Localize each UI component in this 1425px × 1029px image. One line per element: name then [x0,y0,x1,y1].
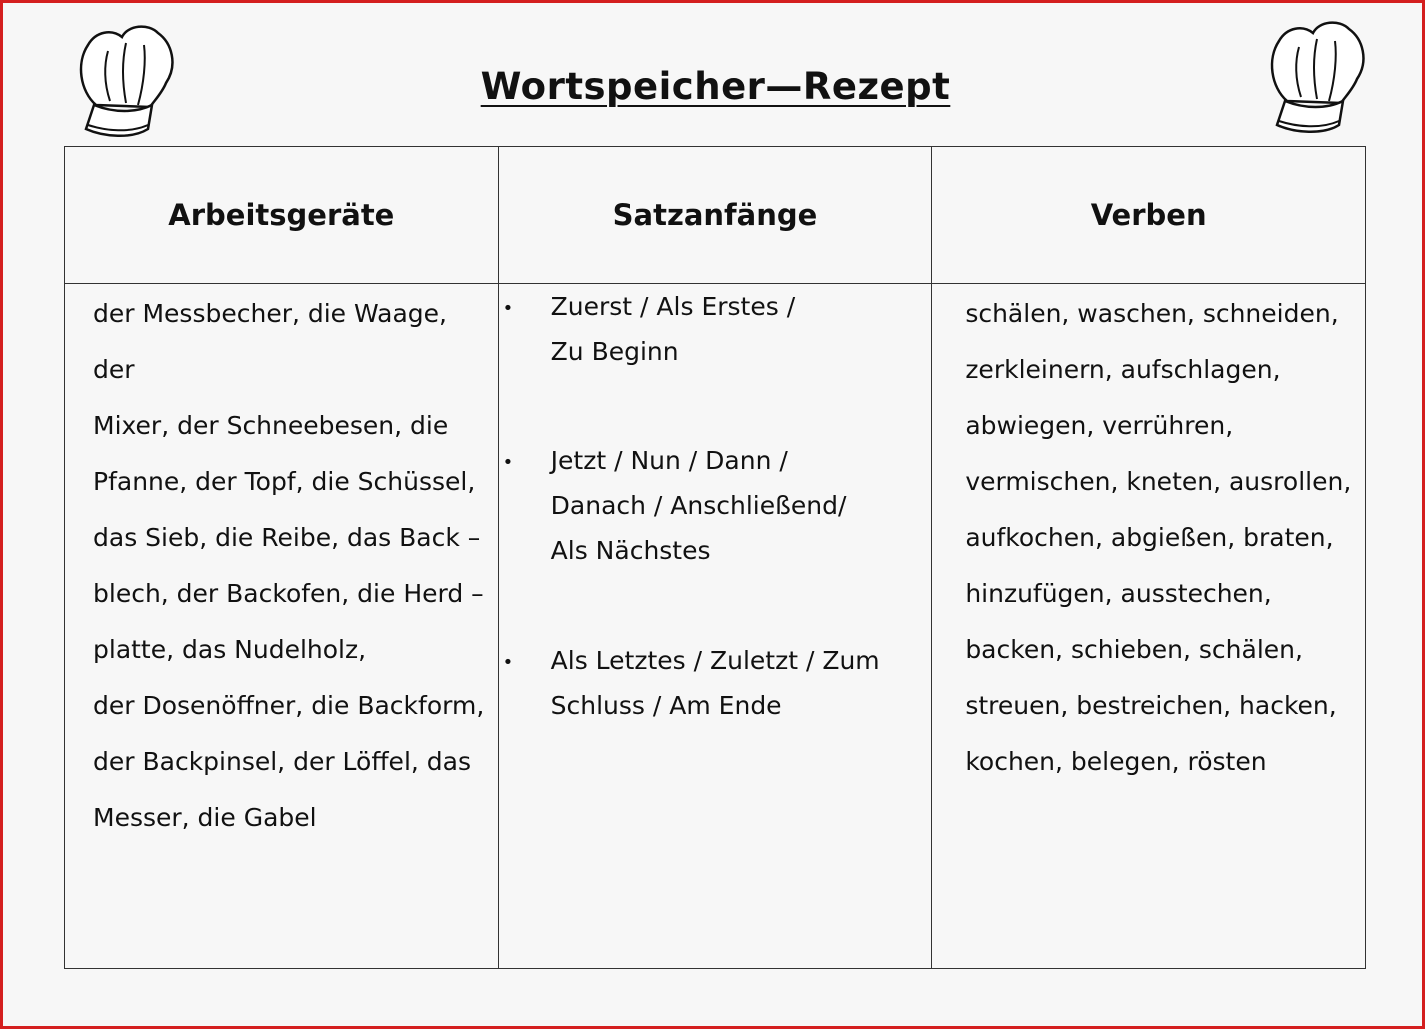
verbs-line: streuen, bestreichen, hacken, [965,691,1337,720]
tools-line: platte, das Nudelholz, [93,635,367,664]
column-header-verbs: Verben [932,147,1366,284]
verbs-line: schälen, waschen, schneiden, [965,299,1339,328]
list-item [499,284,932,374]
starter-line: Schluss / Am Ende [550,691,782,720]
content-row [65,284,1366,969]
starter-line: Als Nächstes [550,536,711,565]
tools-line: der Backpinsel, der Löffel, das [93,747,471,776]
header-row [65,147,1366,284]
verbs-line: vermischen, kneten, ausrollen, [965,467,1352,496]
tools-line: Mixer, der Schneebesen, die [93,411,449,440]
verbs-cell [932,284,1366,969]
page-title: Wortspeicher—Rezept [480,65,951,108]
verbs-line: abwiegen, verrühren, [965,411,1234,440]
bullet-icon: • [502,298,514,319]
tools-line: das Sieb, die Reibe, das Back – [93,523,481,552]
verbs-line: hinzufügen, ausstechen, [965,579,1272,608]
tools-line: Pfanne, der Topf, die Schüssel, [93,467,476,496]
starter-line: Danach / Anschließend/ [550,491,847,520]
bullet-icon: • [502,652,514,673]
word-bank-table [64,146,1366,969]
sentence-starters-list [499,284,932,728]
chef-hat-icon [1265,17,1369,137]
verbs-line: zerkleinern, aufschlagen, [965,355,1281,384]
tools-line: blech, der Backofen, die Herd – [93,579,484,608]
tools-line: der Dosenöffner, die Backform, [93,691,485,720]
tools-cell [65,284,499,969]
column-header-starters: Satzanfänge [498,147,932,284]
list-item [499,438,932,573]
list-item [499,638,932,728]
starters-cell [498,284,932,969]
starter-line: Jetzt / Nun / Dann / [550,446,788,475]
verbs-line: kochen, belegen, rösten [965,747,1267,776]
tools-line: der Messbecher, die Waage, der [93,299,447,384]
bullet-icon: • [502,452,514,473]
verbs-line: backen, schieben, schälen, [965,635,1303,664]
starter-line: Zu Beginn [550,337,679,366]
verbs-line: aufkochen, abgießen, braten, [965,523,1334,552]
tools-list [65,284,498,846]
starter-line: Als Letztes / Zuletzt / Zum [550,646,880,675]
verbs-list [932,284,1365,790]
tools-line: Messer, die Gabel [93,803,317,832]
starter-line: Zuerst / Als Erstes / [550,292,796,321]
column-header-tools: Arbeitsgeräte [65,147,499,284]
